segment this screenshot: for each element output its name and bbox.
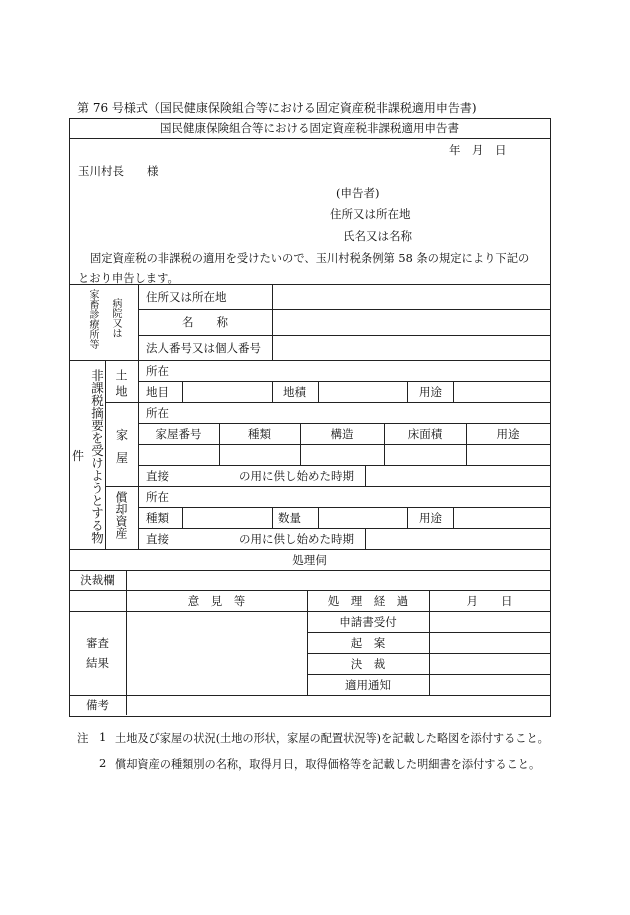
depreciable-quantity-label: 数量	[278, 510, 301, 525]
step-decision: 決 裁	[350, 656, 386, 671]
depreciable-use-label: 用途	[419, 510, 442, 525]
land-use-label: 用途	[419, 384, 442, 399]
step-draft: 起 案	[350, 635, 386, 650]
exempt-ken: 件	[72, 449, 85, 463]
step-application-received: 申請書受付	[339, 614, 397, 629]
body-text-line1: 固定資産税の非課税の適用を受けたいので、玉川村税条例第 58 条の規定により下記の	[90, 252, 530, 265]
house-location-label: 所在	[146, 405, 169, 420]
applicant-address-label: 住所又は所在地	[330, 207, 411, 221]
note-2-number: 2	[99, 756, 107, 770]
house-direct-label: 直接	[146, 468, 169, 483]
depreciable-kind-label: 種類	[146, 510, 169, 525]
depreciable-label: 償却資産	[114, 491, 128, 539]
land-area-label: 地積	[283, 384, 306, 399]
house-header-structure: 構造	[330, 426, 354, 441]
process-header: 処 理 経 過	[327, 593, 409, 608]
facility-address-label: 住所又は所在地	[146, 289, 227, 304]
processing-header: 処理伺	[292, 552, 327, 567]
house-header-floor-area: 床面積	[407, 426, 443, 441]
house-label-2: 屋	[116, 451, 129, 465]
land-location-label: 所在	[146, 363, 169, 378]
month-day-header: 月 日	[466, 593, 513, 608]
notes-prefix: 注	[77, 731, 89, 745]
note-2: 償却資産の種類別の名称，取得月日，取得価格等を記載した明細書を添付すること。	[115, 758, 541, 771]
body-text-line2: とおり申告します。	[78, 272, 179, 285]
house-direct-start-label: の用に供し始めた時期	[239, 468, 354, 483]
house-label-1: 家	[116, 428, 129, 442]
review-label-2: 結果	[86, 656, 109, 670]
house-header-kind: 種類	[248, 426, 271, 441]
note-1: 土地及び家屋の状況(土地の形状，家屋の配置状況等)を記載した略図を添付すること。	[115, 732, 549, 745]
depreciable-location-label: 所在	[146, 489, 169, 504]
applicant-label: (申告者)	[336, 186, 380, 200]
facility-label-2: 家畜診療所等	[87, 289, 98, 349]
house-header-number: 家屋番号	[155, 426, 202, 441]
land-label: 土地	[114, 369, 128, 401]
review-label-1: 審査	[86, 636, 109, 650]
form-title: 国民健康保険組合等における固定資産税非課税適用申告書	[160, 121, 459, 135]
facility-label-1: 病院又は	[110, 298, 121, 338]
date-line[interactable]: 年 月 日	[449, 143, 507, 157]
depreciable-direct-label: 直接	[146, 531, 169, 546]
land-category-label: 地目	[146, 384, 169, 399]
step-notice: 適用通知	[345, 677, 391, 692]
exempt-outer-label: 非課税摘要を受けようとする物	[89, 369, 105, 544]
depreciable-direct-start-label: の用に供し始めた時期	[239, 531, 354, 546]
house-header-use: 用途	[496, 426, 520, 441]
note-1-number: 1	[99, 730, 107, 744]
applicant-name-label: 氏名又は名称	[343, 229, 412, 243]
form-number: 第 76 号様式（国民健康保険組合等における固定資産税非課税適用申告書)	[77, 101, 477, 115]
addressee: 玉川村長 様	[78, 164, 159, 178]
remarks-label: 備考	[86, 698, 109, 712]
facility-name-label: 名 称	[182, 315, 228, 329]
opinion-header: 意 見 等	[187, 593, 246, 608]
facility-corp-number-label: 法人番号又は個人番号	[146, 340, 261, 355]
decision-label: 決裁欄	[80, 573, 115, 587]
